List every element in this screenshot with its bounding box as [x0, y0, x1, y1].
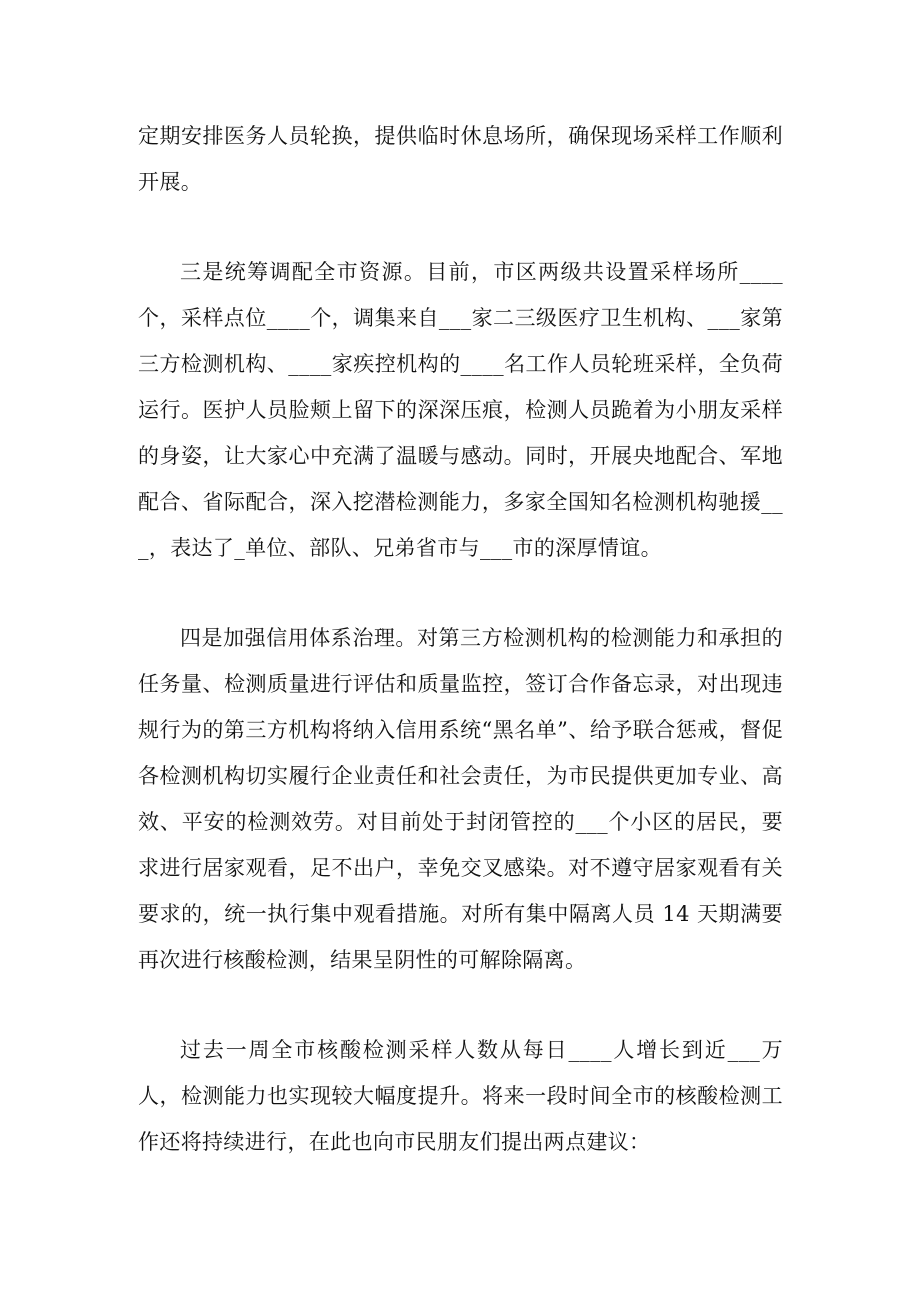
- paragraph-gap: [138, 205, 783, 249]
- paragraph-gap: [138, 983, 783, 1027]
- paragraph-continued: 定期安排医务人员轮换，提供临时休息场所，确保现场采样工作顺利开展。: [138, 124, 783, 194]
- paragraph-testing-summary: 过去一周全市核酸检测采样人数从每日____人增长到近___万人，检测能力也实现较大幅度提升。将来一段时间全市的核酸检测工作还将持续进行，在此也向市民朋友们提出两点建议：: [138, 1038, 783, 1154]
- document-body: [138, 113, 783, 1165]
- paragraph-gap: [138, 571, 783, 615]
- paragraph-resources: 三是统筹调配全市资源。目前，市区两级共设置采样场所____个，采样点位____个，调集来自___家二三级医疗卫生机构、___家第三方检测机构、____家疾控机构的____名工作人员轮班采样，全负荷运行。医护人员脸颊上留下的深深压痕，检测人员跪着为小朋友采样的身姿，让大家心中充满了温暖与感动。同时，开展央地配合、军地配合、省际配合，深入挖潜检测能力，多家全国知名检测机构驰援___，表达了_单位、部队、兄弟省市与___市的深厚情谊。: [138, 260, 783, 560]
- paragraph-credit-system: 四是加强信用体系治理。对第三方检测机构的检测能力和承担的任务量、检测质量进行评估和质量监控，签订合作备忘录，对出现违规行为的第三方机构将纳入信用系统“黑名单”、给予联合惩戒，督促各检测机构切实履行企业责任和社会责任，为市民提供更加专业、高效、平安的检测效劳。对目前处于封闭管控的___个小区的居民，要求进行居家观看，足不出户，幸免交叉感染。对不遵守居家观看有关要求的，统一执行集中观看措施。对所有集中隔离人员 14 天期满要再次进行核酸检测，结果呈阴性的可解除隔离。: [138, 626, 783, 972]
